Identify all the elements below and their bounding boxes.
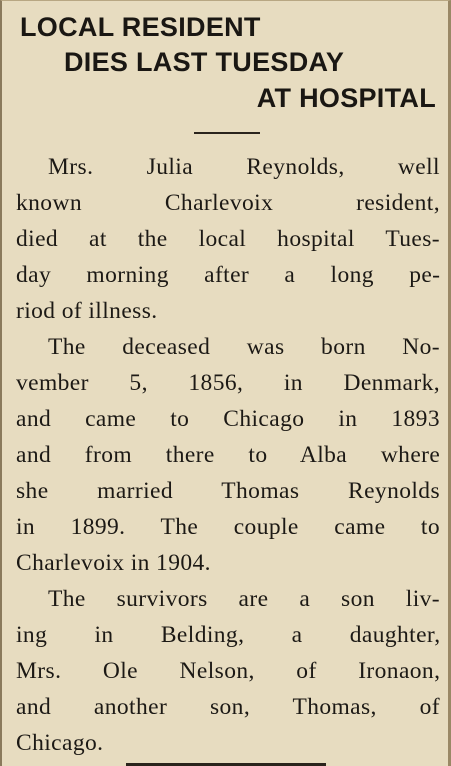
headline-line-1: LOCAL RESIDENT bbox=[20, 12, 261, 42]
paragraph-3 bbox=[16, 581, 440, 761]
headline-line-2: DIES LAST TUESDAY bbox=[64, 47, 345, 77]
article-body bbox=[16, 149, 440, 761]
text-line: ing in Belding, a daughter, bbox=[16, 622, 441, 648]
text-line: in 1899. The couple came to bbox=[16, 514, 440, 540]
text-line: died at the local hospital Tues- bbox=[16, 226, 440, 252]
headline-divider bbox=[194, 132, 260, 134]
text-line: and came to Chicago in 1893 bbox=[16, 406, 440, 432]
text-line: Mrs. Ole Nelson, of Ironaon, bbox=[16, 658, 441, 684]
text-line: Mrs. Julia Reynolds, well bbox=[48, 154, 440, 180]
text-line: day morning after a long pe- bbox=[16, 262, 441, 288]
text-line: and another son, Thomas, of bbox=[16, 694, 440, 720]
text-line: Chicago. bbox=[16, 730, 104, 756]
text-line: riod of illness. bbox=[16, 298, 158, 324]
text-line: The deceased was born No- bbox=[48, 334, 441, 360]
text-line: and from there to Alba where bbox=[16, 442, 441, 468]
text-line: The survivors are a son liv- bbox=[48, 586, 440, 612]
text-line: known Charlevoix resident, bbox=[16, 190, 440, 216]
headline-line-3: AT HOSPITAL bbox=[256, 83, 436, 113]
text-line: Charlevoix in 1904. bbox=[16, 550, 211, 576]
paragraph-2 bbox=[16, 329, 440, 581]
text-line: she married Thomas Reynolds bbox=[16, 478, 440, 504]
paragraph-1 bbox=[16, 149, 440, 329]
text-line: vember 5, 1856, in Denmark, bbox=[16, 370, 440, 396]
